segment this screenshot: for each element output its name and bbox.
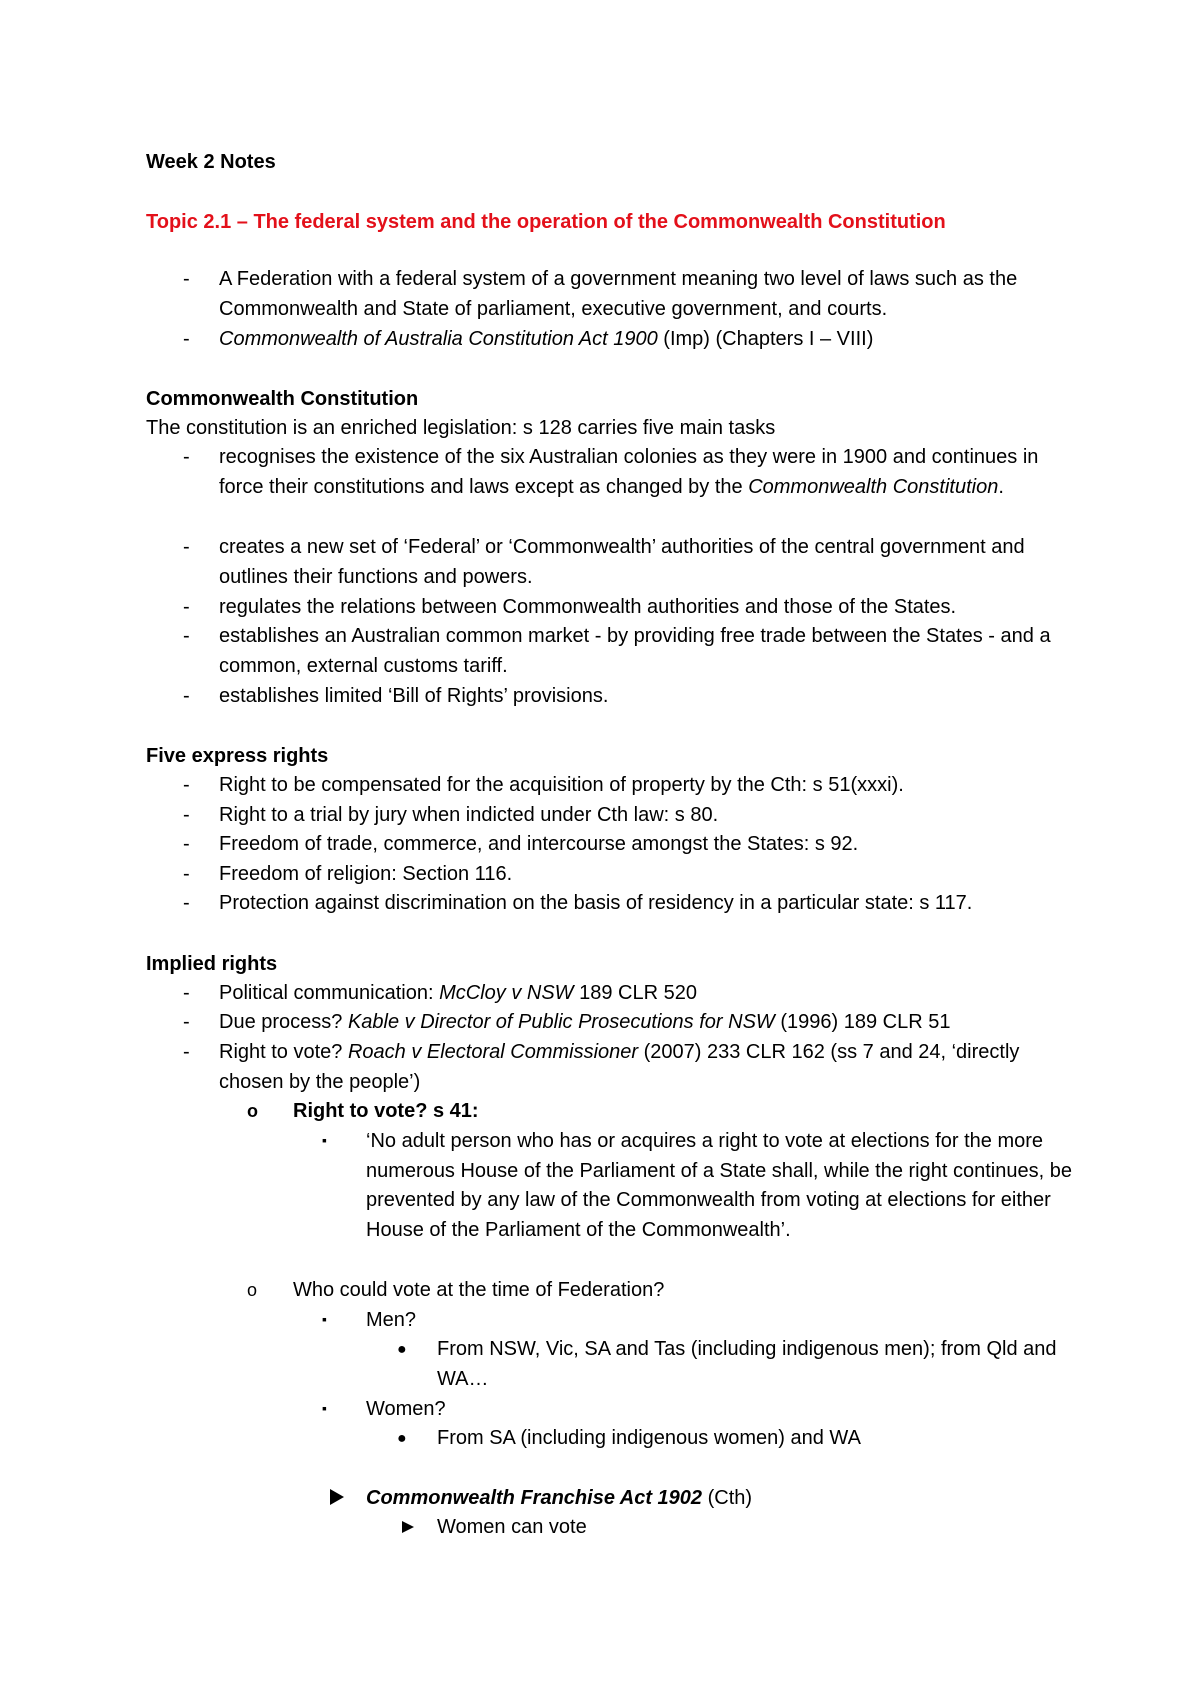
list-item-text: Freedom of trade, commerce, and intercourse amongst the States: s 92. [219,833,859,855]
case-citation: 189 CLR 520 [573,982,697,1004]
list-item-text: Protection against discrimination on the basis of residency in a particular state: s 117. [219,892,973,914]
list-item-text-part: recognises the existence of the six Australian colonies as they were in 1900 and continues in force their constitutions and laws except as changed by the [219,446,1039,498]
dash-marker: - [183,804,190,826]
arrow-list-item [330,1484,1030,1514]
arrow-sub-item-text: Women can vote [437,1516,587,1538]
dash-marker: - [183,1041,190,1063]
list-item-text-end: . [998,475,1004,498]
sub-list-item [247,1276,1097,1306]
circle-bullet-icon: o [247,1101,258,1121]
list-item-text: Right to a trial by jury when indicted under Cth law: s 80. [219,804,719,826]
detail-text: From NSW, Vic, SA and Tas (including indigenous men); from Qld and WA… [437,1338,1057,1390]
s41-quote: ‘No adult person who has or acquires a right to vote at elections for the more numerous House of the Parliament of a State shall, while the right continues, be prevented by any law of the Commonwealth from voting at elections for either House of the Parliament of the Commonwealth’. [366,1130,1072,1241]
list-item [183,1038,1083,1097]
list-item [183,889,1083,919]
list-item [183,593,1083,623]
square-bullet-icon: ▪ [322,1311,327,1327]
list-item-italic: Commonwealth Constitution [748,475,999,498]
act-title: Commonwealth Franchise Act 1902 [366,1487,703,1509]
act-jurisdiction: (Cth) [702,1487,753,1509]
case-name: Kable v Director of Public Prosecutions for NSW [347,1011,781,1033]
section-heading: Implied rights [146,953,278,975]
sub-sub-list-item-text: Men? [366,1309,417,1331]
dash-marker: - [183,774,190,796]
act-citation: (Imp) (Chapters I – VIII) [657,328,874,350]
dash-marker: - [183,596,190,618]
dot-bullet-icon: ● [397,1341,407,1358]
case-name: McCloy v NSW [439,982,574,1004]
list-item [183,771,1083,801]
section-heading: Five express rights [146,745,329,767]
list-item [183,801,1083,831]
detail-list-item [397,1424,1097,1454]
list-item-text [219,979,1083,1009]
case-name: Roach v Electoral Commissioner [347,1041,639,1063]
list-item [183,533,1083,592]
list-item [183,622,1083,681]
sub-list-item-text: Right to vote? s 41: [293,1100,479,1122]
list-item-text [219,1038,1083,1097]
sub-sub-list-item [322,1395,1082,1425]
case-citation: (1996) 189 CLR 51 [780,1011,951,1033]
square-bullet-icon: ▪ [322,1132,327,1148]
dash-marker: - [183,268,190,290]
section-lead: The constitution is an enriched legislation: s 128 carries five main tasks [146,417,776,439]
dot-bullet-icon: ● [397,1430,407,1447]
square-bullet-icon: ▪ [322,1400,327,1416]
topic-heading: Topic 2.1 – The federal system and the operation of the Commonwealth Constitution [146,211,946,233]
detail-text: From SA (including indigenous women) and WA [437,1427,861,1449]
dash-marker: - [183,328,190,350]
list-item-text: establishes limited ‘Bill of Rights’ provisions. [219,685,609,707]
arrow-item-text [366,1484,1030,1514]
sub-list-item [247,1097,1097,1127]
list-item-text [219,1008,1083,1038]
dash-marker: - [183,536,190,558]
circle-bullet-icon: o [247,1280,258,1300]
detail-list-item [397,1335,1097,1394]
list-item [183,682,1083,712]
arrow-sub-list-item [402,1513,1002,1543]
sub-sub-list-item-text: Women? [366,1398,446,1420]
dash-marker: - [183,1011,190,1033]
list-item-text: establishes an Australian common market - by providing free trade between the States - and a common, external customs tariff. [219,625,1051,677]
list-item [183,1008,1083,1038]
list-item [183,325,1083,355]
sub-sub-list-item [322,1127,1082,1245]
list-item [183,830,1083,860]
act-title: Commonwealth of Australia Constitution Act 1900 [219,328,658,350]
dash-marker: - [183,863,190,885]
list-item [183,860,1083,890]
arrow-bullet-icon [402,1521,414,1533]
list-item-text [219,325,1083,355]
page-title [146,148,276,178]
list-item-text: Freedom of religion: Section 116. [219,863,513,885]
dash-marker: - [183,625,190,647]
sub-sub-list-item [322,1306,1082,1336]
list-item [183,265,1083,324]
dash-marker: - [183,892,190,914]
dash-marker: - [183,685,190,707]
title-text: Week 2 Notes [146,151,276,173]
dash-marker: - [183,833,190,855]
case-citation: (2007) 233 CLR 162 (ss 7 and 24, ‘directly chosen by the people’) [219,1041,1020,1093]
section-heading: Commonwealth Constitution [146,388,419,410]
item-lead: Right to vote? [219,1041,348,1063]
list-item [183,443,1083,502]
dash-marker: - [183,446,190,468]
arrow-bullet-icon [330,1489,344,1505]
list-item-text: regulates the relations between Commonwealth authorities and those of the States. [219,596,957,618]
sub-list-item-text: Who could vote at the time of Federation? [293,1279,665,1301]
dash-marker: - [183,982,190,1004]
item-lead: Political communication: [219,982,440,1004]
list-item-text: creates a new set of ‘Federal’ or ‘Commonwealth’ authorities of the central government and outlines their functions and powers. [219,536,1025,588]
item-lead: Due process? [219,1011,348,1033]
list-item-text: Right to be compensated for the acquisition of property by the Cth: s 51(xxxi). [219,774,904,796]
list-item [183,979,1083,1009]
list-item-text [219,443,1083,502]
list-item-text: A Federation with a federal system of a government meaning two level of laws such as the Commonwealth and State of parliament, executive government, and courts. [219,268,1018,320]
